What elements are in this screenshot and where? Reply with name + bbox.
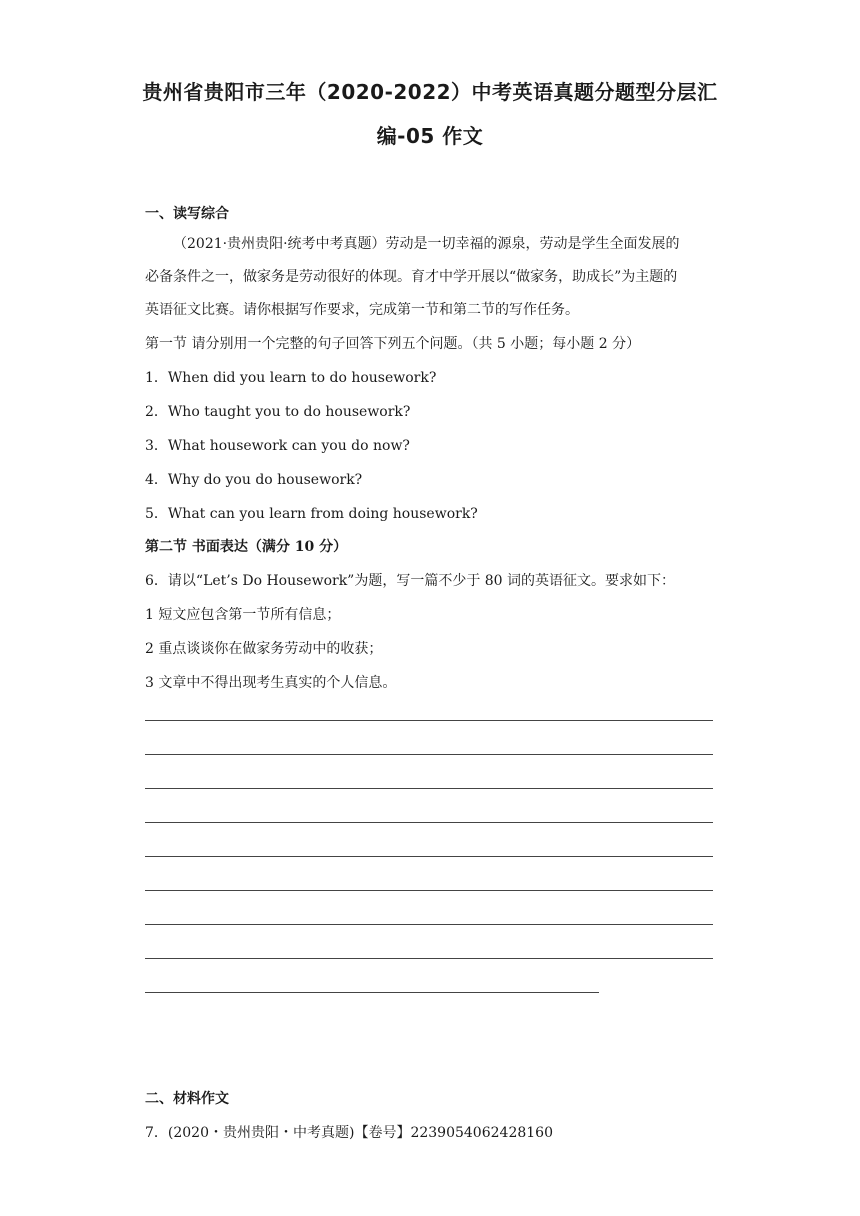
answer-line[interactable] xyxy=(145,720,713,721)
requirement-2: 2 重点谈谈你在做家务劳动中的收获； xyxy=(145,641,383,657)
question-3: 3．What housework can you do now? xyxy=(145,438,410,454)
writing-task-prompt: 6．请以“Let’s Do Housework”为题，写一篇不少于 80 词的英语征文。要求如下： xyxy=(145,573,676,589)
question-7: 7．(2020・贵州贵阳・中考真题)【卷号】2239054062428160 xyxy=(145,1125,553,1141)
answer-line[interactable] xyxy=(145,958,713,959)
answer-line[interactable] xyxy=(145,822,713,823)
question-5: 5．What can you learn from doing housework? xyxy=(145,506,478,522)
intro-paragraph-line-2: 必备条件之一，做家务是劳动很好的体现。育才中学开展以“做家务，助成长”为主题的 xyxy=(145,269,678,285)
requirement-1: 1 短文应包含第一节所有信息； xyxy=(145,607,341,623)
answer-line[interactable] xyxy=(145,890,713,891)
question-2: 2．Who taught you to do housework? xyxy=(145,404,411,420)
answer-line[interactable] xyxy=(145,924,713,925)
question-1: 1．When did you learn to do housework? xyxy=(145,370,437,386)
part-two-heading: 第二节 书面表达（满分 10 分） xyxy=(145,539,348,555)
intro-paragraph-line-3: 英语征文比赛。请你根据写作要求，完成第一节和第二节的写作任务。 xyxy=(145,302,579,318)
answer-line[interactable] xyxy=(145,856,713,857)
document-title-line-1: 贵州省贵阳市三年（2020-2022）中考英语真题分题型分层汇 xyxy=(142,80,718,104)
part-one-instructions: 第一节 请分别用一个完整的句子回答下列五个问题。（共 5 小题；每小题 2 分） xyxy=(145,336,641,352)
answer-line-last[interactable] xyxy=(145,992,599,993)
answer-line[interactable] xyxy=(145,788,713,789)
section-heading-material-essay: 二、材料作文 xyxy=(145,1091,229,1107)
intro-paragraph-line-1: （2021·贵州贵阳·统考中考真题）劳动是一切幸福的源泉，劳动是学生全面发展的 xyxy=(173,236,680,252)
question-4: 4．Why do you do housework? xyxy=(145,472,363,488)
requirement-3: 3 文章中不得出现考生真实的个人信息。 xyxy=(145,675,397,691)
answer-line[interactable] xyxy=(145,754,713,755)
section-heading-reading-writing: 一、读写综合 xyxy=(145,206,229,222)
document-title-line-2: 编-05 作文 xyxy=(376,124,484,148)
